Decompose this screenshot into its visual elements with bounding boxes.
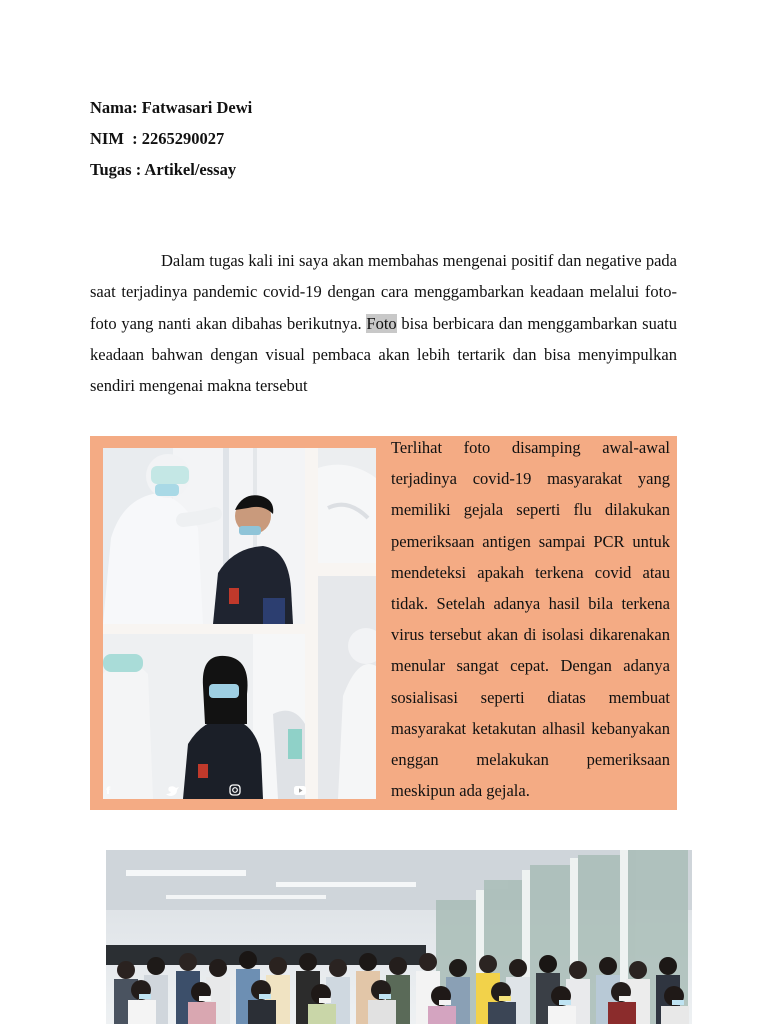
highlighted-word: Foto bbox=[366, 313, 397, 333]
student-name: Nama: Fatwasari Dewi bbox=[90, 98, 253, 117]
svg-text:f: f bbox=[106, 786, 111, 797]
ppe-detail-photo bbox=[318, 448, 376, 563]
instagram-icon bbox=[230, 785, 240, 795]
social-watermark-bar bbox=[103, 782, 376, 799]
panel-description: Terlihat foto disamping awal-awal terjadinya covid-19 masyarakat yang memiliki gejala seperti flu dilakukan pemeriksaan antigen sampai PCR untuk mendeteksi apakah terkena covid atau tidak. Setelah adanya hasil bila terkena virus tersebut akan di isolasi dikarenakan menular sangat cepat. Dengan adanya sosialisasi seperti diatas membuat masyarakat ketakutan alhasil kebanyakan enggan melakukan pemeriksaan meskipun ada gejala. bbox=[391, 438, 670, 801]
twitter-icon bbox=[166, 786, 179, 796]
intro-text-start: Dalam tugas kali ini saya akan membahas mengenai positif dan negative pada saat terjadinya pandemic covid-19 dengan cara menggambarkan keadaan melalui foto-foto yang nanti akan dibahas berikutnya. bbox=[90, 251, 677, 333]
ppe-side-photo bbox=[318, 576, 376, 799]
officer-waiting-photo bbox=[103, 634, 305, 799]
youtube-icon bbox=[294, 786, 306, 795]
photo-essay-panel bbox=[90, 436, 677, 810]
student-nim: NIM : 2265290027 bbox=[90, 129, 225, 148]
intro-text-end: bisa berbicara dan menggambarkan suatu keadaan bahwan dengan visual pembaca akan lebih tertarik dan bisa menyimpulkan sendiri mengenai makna tersebut bbox=[90, 313, 677, 396]
intro-paragraph bbox=[90, 245, 677, 401]
crowd-photo bbox=[106, 850, 692, 1024]
facebook-icon bbox=[106, 786, 111, 797]
swab-test-collage bbox=[103, 448, 376, 799]
assignment-type: Tugas : Artikel/essay bbox=[90, 160, 237, 179]
swab-test-photo bbox=[103, 448, 305, 624]
student-info bbox=[90, 92, 252, 185]
